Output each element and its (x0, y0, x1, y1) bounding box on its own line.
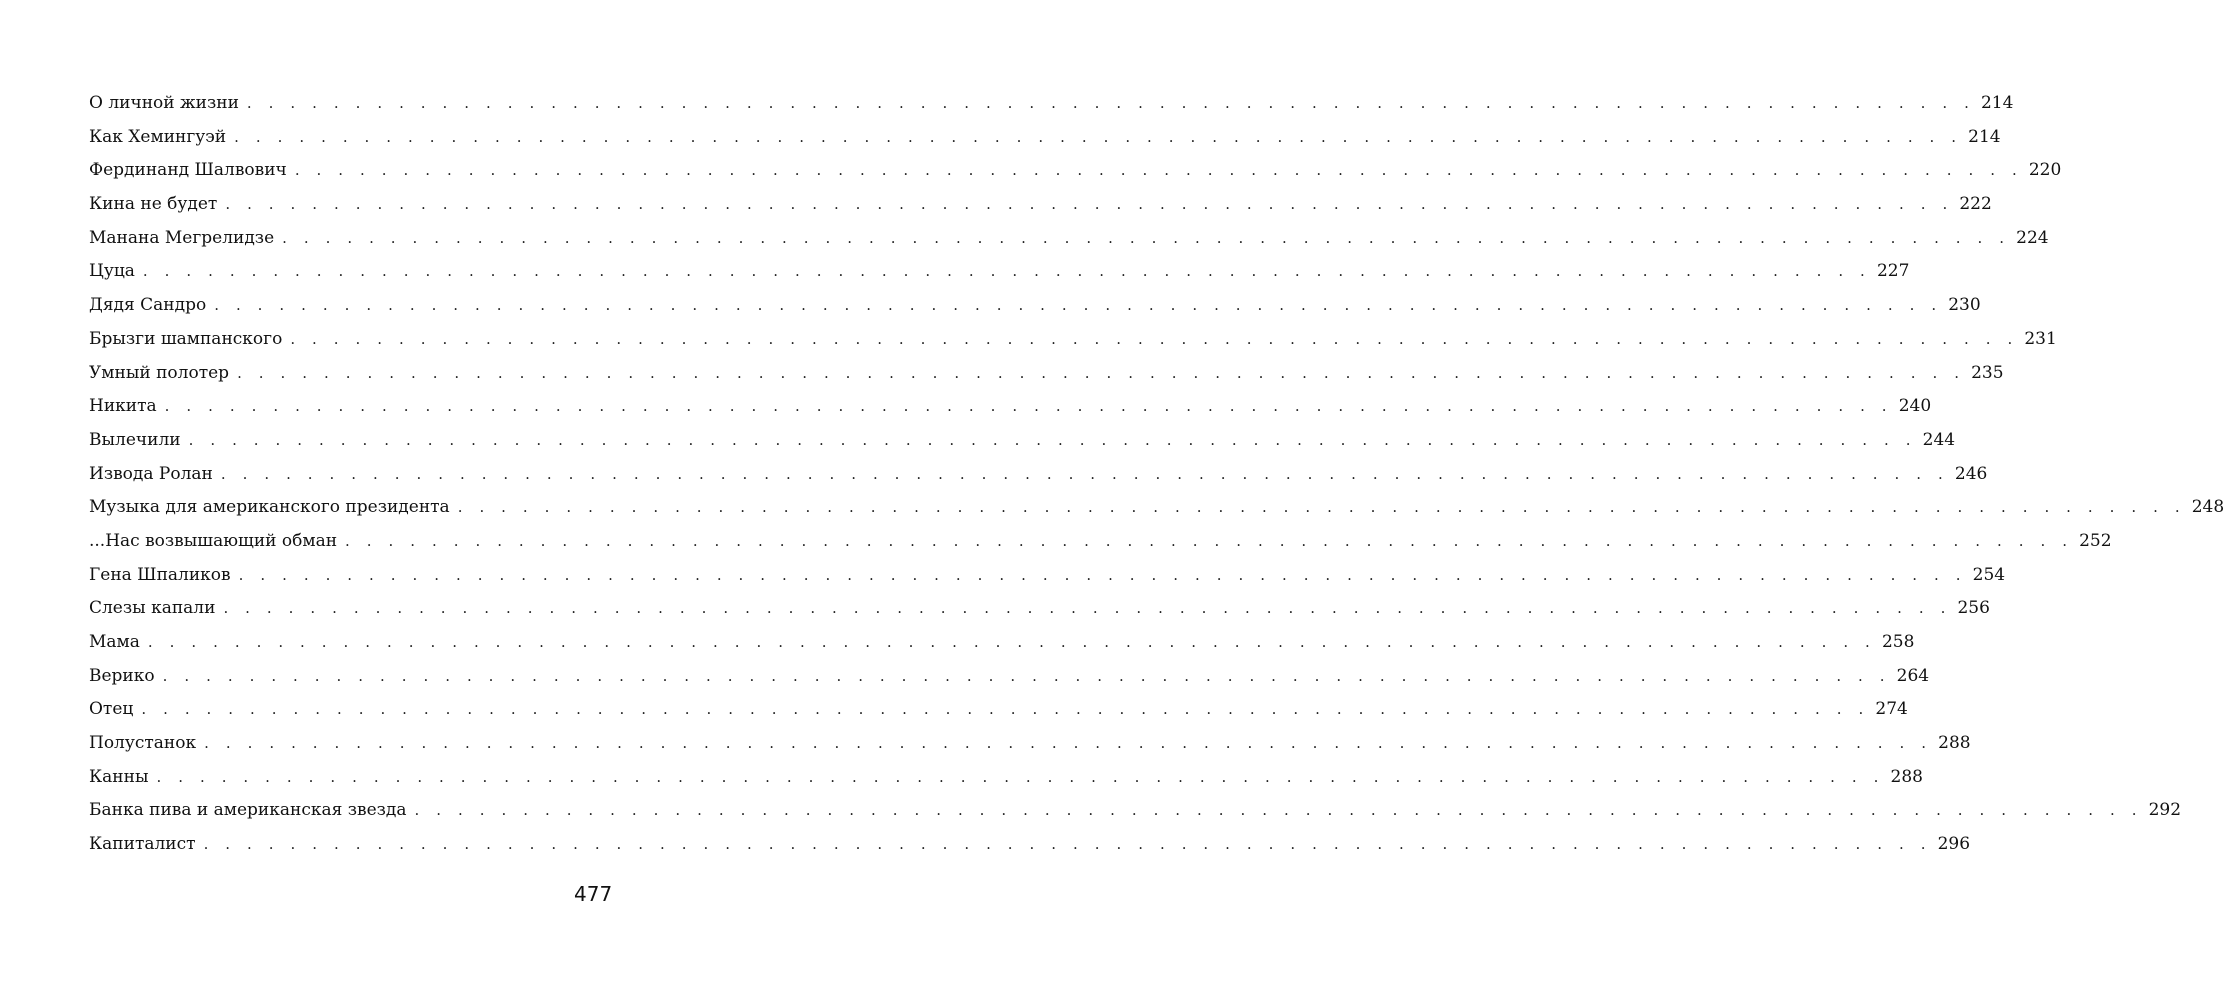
toc-entry-page: 288 (1938, 733, 1971, 754)
toc-entry-page: 231 (2024, 328, 2057, 349)
toc-entry-page: 252 (2079, 530, 2112, 551)
toc-entry (89, 222, 2049, 256)
toc-entry-title: Дядя Сандро (89, 295, 207, 316)
dot-leader: . . . . . . . . . . . . . . . . . . . . . . . . . . . . . . . . . . . . . . . . . . . . . . . . . . . . . . . . . . . . . . . . . . . . . . . . . . . . . . . . (225, 195, 1954, 214)
toc-entry-page: 258 (1881, 632, 1915, 652)
toc-entry-title: Слезы капали (89, 598, 216, 619)
toc-entry (89, 559, 2006, 593)
dot-leader: . . . . . . . . . . . . . . . . . . . . . . . . . . . . . . . . . . . . . . . . . . . . . . . . . . . . . . . . . . . . . . . . . . . . . . . . . . . . . . . . (237, 363, 1966, 382)
dot-leader: . . . . . . . . . . . . . . . . . . . . . . . . . . . . . . . . . . . . . . . . . . . . . . . . . . . . . . . . . . . . . . . . . . . . . . . . . . . . . . . . (290, 329, 2019, 348)
toc-entry-page: 248 (2191, 497, 2224, 518)
toc-entry (89, 592, 1990, 626)
toc-entry-title: Умный полотер (89, 362, 230, 383)
dot-leader: . . . . . . . . . . . . . . . . . . . . . . . . . . . . . . . . . . . . . . . . . . . . . . . . . . . . . . . . . . . . . . . . . . . . . . . . . . . . . . . . (223, 599, 1952, 618)
dot-leader: . . . . . . . . . . . . . . . . . . . . . . . . . . . . . . . . . . . . . . . . . . . . . . . . . . . . . . . . . . . . . . . . . . . . . . . . . . . . . . . . (294, 161, 2023, 180)
toc-entry (89, 458, 1988, 492)
toc-entry-page: 214 (1968, 126, 2001, 147)
toc-entry (89, 87, 2014, 121)
toc-entry (89, 727, 1971, 761)
toc-entry-title: Полустанок (89, 733, 197, 754)
dot-leader: . . . . . . . . . . . . . . . . . . . . . . . . . . . . . . . . . . . . . . . . . . . . . . . . . . . . . . . . . . . . . . . . . . . . . . . . . . . . . . . . (142, 262, 1871, 281)
toc-entry (89, 693, 1908, 727)
toc-entry-title: Кина не будет (89, 194, 218, 215)
dot-leader: . . . . . . . . . . . . . . . . . . . . . . . . . . . . . . . . . . . . . . . . . . . . . . . . . . . . . . . . . . . . . . . . . . . . . . . . . . . . . . . . (220, 464, 1949, 483)
toc-entry-title: Капиталист (89, 834, 196, 855)
toc-entry-title: Банка пива и американская звезда (89, 800, 407, 821)
toc-entry (89, 121, 2001, 155)
toc-entry (89, 255, 1910, 289)
toc-entry-page: 256 (1957, 598, 1990, 619)
toc-entry-title: Брызги шампанского (89, 328, 283, 349)
toc-entry-page: 296 (1937, 834, 1971, 855)
page-number: 477 (574, 882, 613, 906)
toc-entry (89, 357, 2004, 391)
dot-leader: . . . . . . . . . . . . . . . . . . . . . . . . . . . . . . . . . . . . . . . . . . . . . . . . . . . . . . . . . . . . . . . . . . . . . . . . . . . . . . . . (162, 666, 1891, 685)
toc-entry-page: 254 (1972, 564, 2006, 585)
toc-entry (89, 390, 1932, 424)
toc-entry-title: Извода Ролан (89, 463, 213, 484)
dot-leader: . . . . . . . . . . . . . . . . . . . . . . . . . . . . . . . . . . . . . . . . . . . . . . . . . . . . . . . . . . . . . . . . . . . . . . . . . . . . . . . . (246, 94, 1975, 112)
toc-entry-title: Цуца (89, 261, 135, 282)
toc-entry-page: 274 (1875, 699, 1908, 720)
dot-leader: . . . . . . . . . . . . . . . . . . . . . . . . . . . . . . . . . . . . . . . . . . . . . . . . . . . . . . . . . . . . . . . . . . . . . . . . . . . . . . . . (414, 801, 2143, 820)
dot-leader: . . . . . . . . . . . . . . . . . . . . . . . . . . . . . . . . . . . . . . . . . . . . . . . . . . . . . . . . . . . . . . . . . . . . . . . . . . . . . . . . (457, 498, 2186, 517)
toc-entry-title: Верико (89, 665, 155, 686)
toc-entry-page: 244 (1922, 429, 1956, 450)
toc-entry-page: 246 (1954, 463, 1988, 484)
toc-entry (89, 188, 1992, 222)
toc-entry-title: Музыка для американского президента (89, 497, 450, 518)
toc-entry-title: Манана Мегрелидзе (89, 227, 275, 248)
toc-entry-title: Мама (89, 632, 140, 652)
toc-entry (89, 660, 1930, 694)
dot-leader: . . . . . . . . . . . . . . . . . . . . . . . . . . . . . . . . . . . . . . . . . . . . . . . . . . . . . . . . . . . . . . . . . . . . . . . . . . . . . . . . (203, 835, 1932, 854)
toc-entry-page: 292 (2148, 800, 2182, 821)
toc-entry (89, 794, 2182, 828)
toc-entry (89, 154, 2062, 188)
toc-entry (89, 491, 2224, 525)
toc-entry-title: Отец (89, 699, 134, 720)
dot-leader: . . . . . . . . . . . . . . . . . . . . . . . . . . . . . . . . . . . . . . . . . . . . . . . . . . . . . . . . . . . . . . . . . . . . . . . . . . . . . . . . (282, 228, 2011, 247)
toc-entry-title: Никита (89, 396, 157, 417)
toc-entry (89, 626, 1915, 660)
toc-entry-page: 240 (1898, 396, 1932, 417)
toc-entry-title: Канны (89, 766, 149, 787)
dot-leader: . . . . . . . . . . . . . . . . . . . . . . . . . . . . . . . . . . . . . . . . . . . . . . . . . . . . . . . . . . . . . . . . . . . . . . . . . . . . . . . . (238, 565, 1967, 584)
dot-leader: . . . . . . . . . . . . . . . . . . . . . . . . . . . . . . . . . . . . . . . . . . . . . . . . . . . . . . . . . . . . . . . . . . . . . . . . . . . . . . . . (188, 430, 1917, 449)
toc-entry-title: Как Хемингуэй (89, 126, 227, 147)
toc-entry-page: 227 (1876, 261, 1910, 282)
dot-leader: . . . . . . . . . . . . . . . . . . . . . . . . . . . . . . . . . . . . . . . . . . . . . . . . . . . . . . . . . . . . . . . . . . . . . . . . . . . . . . . . (147, 633, 1876, 651)
dot-leader: . . . . . . . . . . . . . . . . . . . . . . . . . . . . . . . . . . . . . . . . . . . . . . . . . . . . . . . . . . . . . . . . . . . . . . . . . . . . . . . . (204, 734, 1933, 753)
toc-entry-title: Фердинанд Шалвович (89, 160, 287, 181)
toc-entry-page: 222 (1959, 194, 1992, 215)
toc-entry-page: 220 (2028, 160, 2062, 181)
toc-entry (89, 828, 1971, 862)
toc-entry-title: Вылечили (89, 429, 181, 450)
dot-leader: . . . . . . . . . . . . . . . . . . . . . . . . . . . . . . . . . . . . . . . . . . . . . . . . . . . . . . . . . . . . . . . . . . . . . . . . . . . . . . . . (345, 531, 2074, 550)
toc-entry (89, 525, 2112, 559)
toc-entry-page: 224 (2016, 227, 2049, 248)
toc-entry-page: 214 (1980, 93, 2014, 113)
toc-entry-page: 235 (1971, 362, 2004, 383)
toc-entry-title: О личной жизни (89, 93, 239, 113)
toc-entry (89, 761, 1923, 795)
toc-entry (89, 323, 2057, 357)
dot-leader: . . . . . . . . . . . . . . . . . . . . . . . . . . . . . . . . . . . . . . . . . . . . . . . . . . . . . . . . . . . . . . . . . . . . . . . . . . . . . . . . (214, 296, 1943, 315)
toc-entry (89, 289, 1981, 323)
toc-entry-page: 230 (1948, 295, 1981, 316)
toc-entry-title: ...Нас возвышающий обман (89, 530, 338, 551)
dot-leader: . . . . . . . . . . . . . . . . . . . . . . . . . . . . . . . . . . . . . . . . . . . . . . . . . . . . . . . . . . . . . . . . . . . . . . . . . . . . . . . . (141, 700, 1870, 719)
toc-entry (89, 424, 1956, 458)
dot-leader: . . . . . . . . . . . . . . . . . . . . . . . . . . . . . . . . . . . . . . . . . . . . . . . . . . . . . . . . . . . . . . . . . . . . . . . . . . . . . . . . (234, 127, 1963, 146)
dot-leader: . . . . . . . . . . . . . . . . . . . . . . . . . . . . . . . . . . . . . . . . . . . . . . . . . . . . . . . . . . . . . . . . . . . . . . . . . . . . . . . . (156, 767, 1885, 786)
toc-entry-page: 288 (1890, 766, 1923, 787)
table-of-contents (89, 87, 2224, 862)
dot-leader: . . . . . . . . . . . . . . . . . . . . . . . . . . . . . . . . . . . . . . . . . . . . . . . . . . . . . . . . . . . . . . . . . . . . . . . . . . . . . . . . (164, 397, 1893, 416)
toc-entry-title: Гена Шпаликов (89, 564, 231, 585)
toc-entry-page: 264 (1896, 665, 1930, 686)
